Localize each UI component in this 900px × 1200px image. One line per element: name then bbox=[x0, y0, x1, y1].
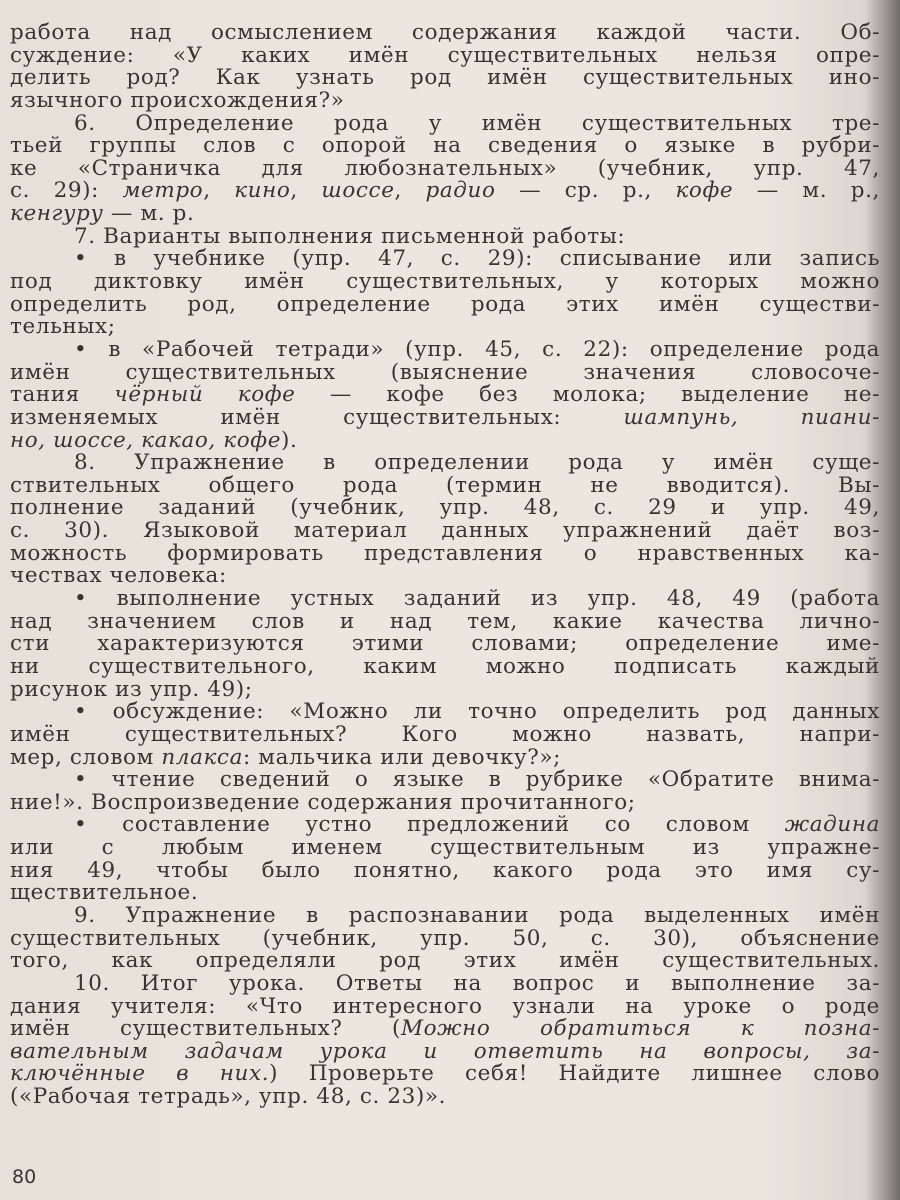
text-segment: чествах человека: bbox=[10, 563, 227, 589]
text-line bbox=[10, 925, 880, 951]
text-segment: с. 29): bbox=[10, 178, 123, 204]
text-segment: : мальчика или девочку?»; bbox=[242, 744, 561, 770]
text-segment: — кофе без молока; выделение не- bbox=[295, 382, 880, 408]
text-segment: ние!». Воспроизведение содержания прочитанного; bbox=[10, 789, 636, 815]
text-segment: • в «Рабочей тетради» (упр. 45, с. 22): определение рода bbox=[74, 336, 880, 362]
text-line bbox=[10, 472, 880, 498]
text-segment: • обсуждение: «Можно ли точно определить род данных bbox=[74, 699, 880, 725]
text-line bbox=[10, 837, 880, 860]
text-line bbox=[10, 1063, 880, 1086]
text-segment: — ср. р., bbox=[495, 178, 676, 204]
text-segment: ) Проверьте себя! Найдите лишнее слово bbox=[269, 1061, 880, 1087]
text-segment: тьей группы слов с опорой на сведения о языке в рубри- bbox=[10, 133, 880, 159]
text-line bbox=[10, 404, 880, 430]
italic-text: но, шоссе, какао, кофе bbox=[10, 427, 282, 453]
text-line bbox=[10, 1018, 880, 1041]
italic-text: радио bbox=[425, 178, 496, 204]
text-line bbox=[10, 248, 880, 271]
text-segment: ствительных общего рода (термин не вводится). Вы- bbox=[10, 472, 880, 498]
text-line bbox=[10, 384, 880, 407]
text-line bbox=[10, 882, 880, 905]
text-segment: дания учителя: «Что интересного узнали на уроке о роде bbox=[10, 993, 880, 1019]
text-segment: , bbox=[290, 178, 322, 204]
text-line bbox=[10, 1038, 880, 1064]
text-segment: или с любым именем существительным из упражне- bbox=[10, 835, 880, 861]
text-segment: тания bbox=[10, 382, 115, 408]
text-line bbox=[10, 970, 880, 996]
text-line bbox=[10, 608, 880, 634]
text-line bbox=[10, 87, 880, 113]
text-segment: делить род? Как узнать род имён существительных ино- bbox=[10, 65, 880, 91]
text-segment: — м. р., bbox=[733, 178, 880, 204]
text-line bbox=[10, 902, 880, 928]
italic-text: жадина bbox=[784, 812, 880, 838]
text-segment: — м. р. bbox=[103, 201, 195, 227]
text-line bbox=[10, 633, 880, 656]
text-segment: над значением слов и над тем, какие качества лично- bbox=[10, 608, 880, 634]
text-segment: определить род, определение рода этих имён существи- bbox=[10, 291, 880, 317]
text-segment: ния 49, чтобы было понятно, какого рода это имя су- bbox=[10, 857, 880, 883]
text-line bbox=[10, 110, 880, 136]
text-line bbox=[10, 452, 880, 475]
text-segment: того, как определяли род этих имён существительных. bbox=[10, 948, 880, 974]
text-line bbox=[10, 316, 880, 339]
text-line bbox=[10, 950, 880, 973]
italic-text: ключённые в них. bbox=[10, 1061, 270, 1087]
text-line bbox=[10, 359, 880, 385]
text-line bbox=[10, 540, 880, 566]
text-line bbox=[10, 744, 880, 770]
text-segment: сти характеризуются этими словами; определение име- bbox=[10, 631, 880, 657]
text-line bbox=[10, 857, 880, 883]
text-segment: полнение заданий (учебник, упр. 48, с. 29 и упр. 49, bbox=[10, 495, 880, 521]
text-line bbox=[10, 676, 880, 702]
text-line bbox=[10, 701, 880, 724]
text-segment: можность формировать представления о нравственных ка- bbox=[10, 540, 880, 566]
text-segment: изменяемых имён существительных: bbox=[10, 404, 624, 430]
text-segment: ). bbox=[281, 427, 298, 453]
text-segment: («Рабочая тетрадь», упр. 48, с. 23)». bbox=[10, 1084, 447, 1110]
text-segment: • в учебнике (упр. 47, с. 29): списывание или запись bbox=[74, 246, 880, 272]
text-line bbox=[10, 336, 880, 362]
text-line bbox=[10, 155, 880, 181]
text-segment: с. 30). Языковой материал данных упражнений даёт воз- bbox=[10, 518, 880, 544]
text-line bbox=[10, 203, 880, 226]
text-segment: работа над осмыслением содержания каждой части. Об- bbox=[10, 20, 880, 45]
text-segment: • выполнение устных заданий из упр. 48, 49 (работа bbox=[74, 586, 880, 612]
text-segment: суждение: «У каких имён существительных нельзя опре- bbox=[10, 42, 880, 68]
italic-text: шампунь, пиани- bbox=[623, 404, 880, 430]
text-line bbox=[10, 180, 880, 203]
text-line bbox=[10, 993, 880, 1019]
text-line bbox=[10, 135, 880, 158]
text-line bbox=[10, 497, 880, 520]
text-segment: ни существительного, каким можно подписать каждый bbox=[10, 653, 880, 679]
italic-text: кофе bbox=[675, 178, 734, 204]
text-segment: ществительное. bbox=[10, 880, 199, 906]
text-line bbox=[10, 271, 880, 294]
text-segment: под диктовку имён существительных, у которых можно bbox=[10, 269, 880, 295]
text-segment: 8. Упражнение в определении рода у имён суще- bbox=[74, 450, 880, 476]
text-segment: • составление устно предложений со словом bbox=[74, 812, 785, 838]
text-line bbox=[10, 67, 880, 90]
text-line bbox=[10, 427, 880, 453]
text-line bbox=[10, 291, 880, 317]
text-line bbox=[10, 588, 880, 611]
italic-text: метро bbox=[122, 178, 204, 204]
text-segment: тельных; bbox=[10, 314, 116, 340]
text-segment: , bbox=[394, 178, 426, 204]
text-segment: 6. Определение рода у имён существительных тре- bbox=[74, 110, 880, 136]
text-line bbox=[10, 769, 880, 792]
italic-text: вательным задачам урока и ответить на вопросы, за- bbox=[10, 1038, 880, 1064]
text-segment: , bbox=[203, 178, 235, 204]
text-segment: имён существительных? Кого можно назвать, напри- bbox=[10, 721, 880, 747]
text-segment: язычного происхождения?» bbox=[10, 87, 345, 113]
text-line bbox=[10, 653, 880, 679]
italic-text: плакса bbox=[161, 744, 243, 770]
page-body-text bbox=[10, 22, 880, 1109]
text-segment: мер, словом bbox=[10, 744, 162, 770]
text-line bbox=[10, 1086, 880, 1109]
text-segment: рисунок из упр. 49); bbox=[10, 676, 253, 702]
italic-text: кино bbox=[234, 178, 291, 204]
text-line bbox=[10, 223, 880, 249]
italic-text: Можно обратиться к позна- bbox=[400, 1016, 881, 1042]
text-line bbox=[10, 42, 880, 68]
text-segment: ке «Страничка для любознательных» (учебник, упр. 47, bbox=[10, 155, 880, 181]
text-segment: 7. Варианты выполнения письменной работы: bbox=[74, 223, 626, 249]
text-segment: 10. Итог урока. Ответы на вопрос и выполнение за- bbox=[74, 970, 880, 996]
italic-text: шоссе bbox=[321, 178, 395, 204]
text-line bbox=[10, 814, 880, 837]
text-line bbox=[10, 789, 880, 815]
text-segment: • чтение сведений о языке в рубрике «Обратите внима- bbox=[74, 767, 880, 793]
text-segment: существительных (учебник, упр. 50, с. 30), объяснение bbox=[10, 925, 880, 951]
italic-text: чёрный кофе bbox=[114, 382, 296, 408]
text-segment: 9. Упражнение в распознавании рода выделенных имён bbox=[74, 902, 880, 928]
text-line bbox=[10, 721, 880, 747]
text-line bbox=[10, 565, 880, 588]
text-line bbox=[10, 520, 880, 543]
text-segment: имён существительных (выяснение значения словосоче- bbox=[10, 359, 880, 385]
text-line bbox=[10, 22, 880, 45]
italic-text: кенгуру bbox=[10, 201, 104, 227]
text-segment: имён существительных? ( bbox=[10, 1016, 401, 1042]
page-number: 80 bbox=[12, 1166, 37, 1188]
